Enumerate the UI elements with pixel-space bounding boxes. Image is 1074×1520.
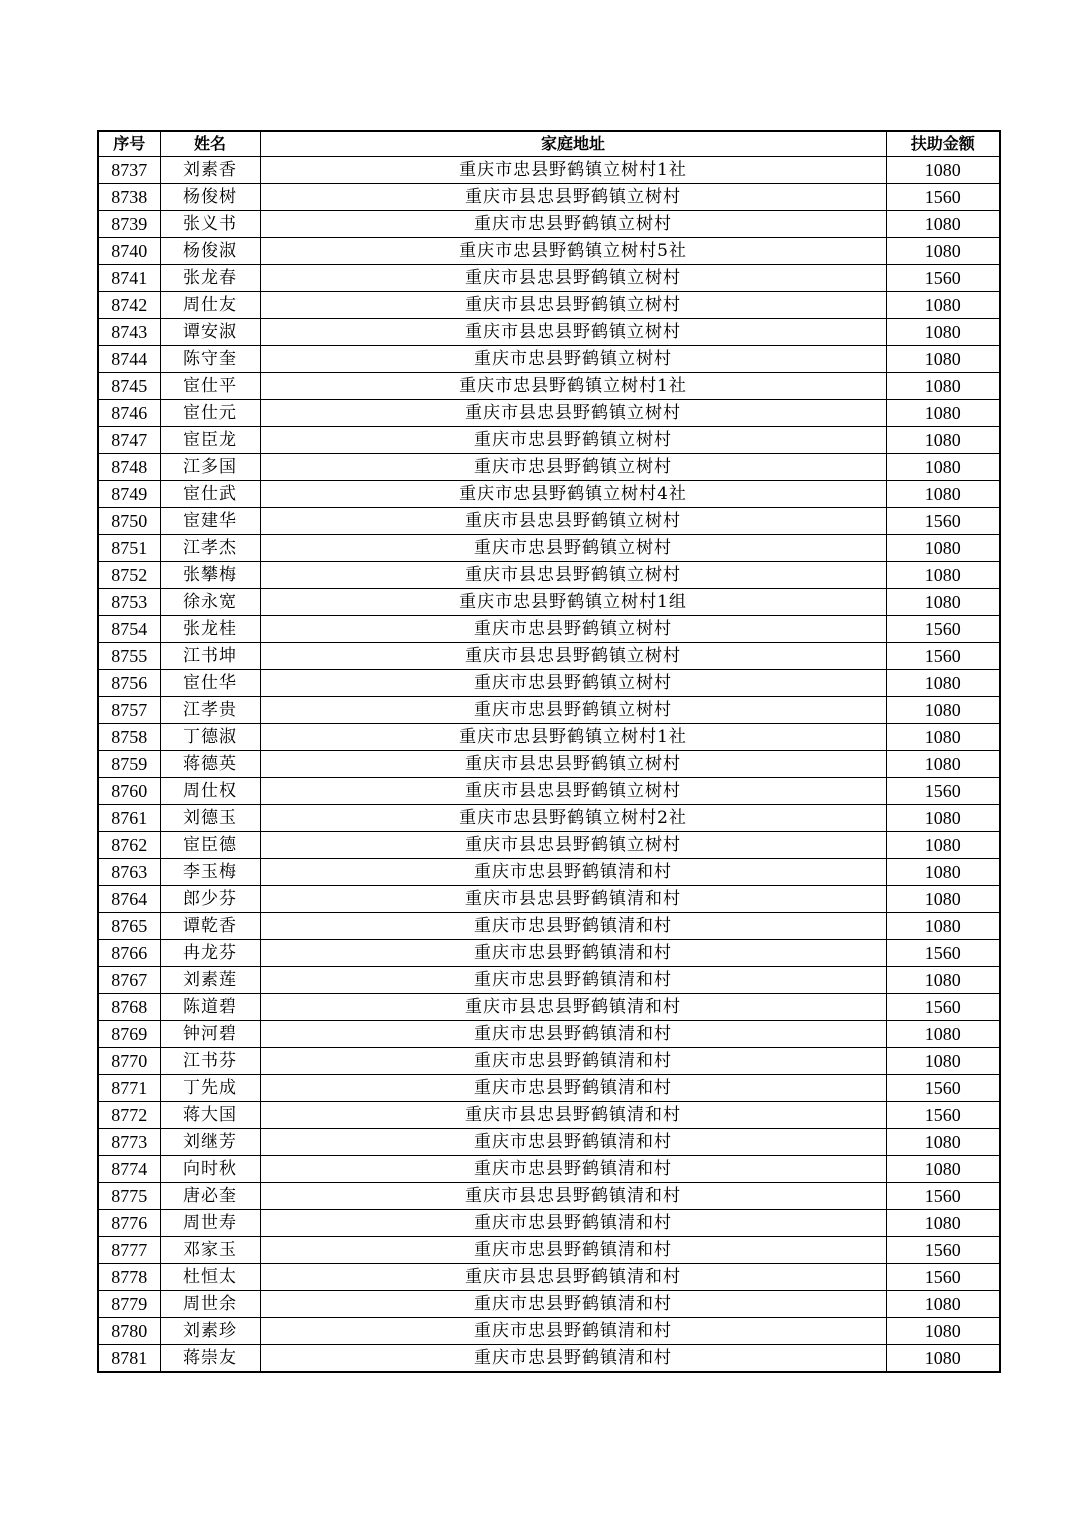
subsidy-amount-cell: 1080 [886,859,1000,886]
table-row [98,400,1000,427]
home-address-cell: 重庆市忠县野鹤镇清和村 [260,1075,886,1102]
serial-number-cell: 8774 [98,1156,160,1183]
table-row [98,1318,1000,1345]
subsidy-amount-cell: 1080 [886,535,1000,562]
home-address-cell: 重庆市忠县野鹤镇立树村2社 [260,805,886,832]
subsidy-amount-cell: 1560 [886,1264,1000,1291]
name-cell: 李玉梅 [160,859,260,886]
serial-number-cell: 8739 [98,211,160,238]
serial-number-cell: 8763 [98,859,160,886]
table-row [98,184,1000,211]
name-cell: 邓家玉 [160,1237,260,1264]
name-cell: 杨俊淑 [160,238,260,265]
name-cell: 陈守奎 [160,346,260,373]
home-address-cell: 重庆市县忠县野鹤镇立树村 [260,643,886,670]
subsidy-amount-cell: 1080 [886,373,1000,400]
name-cell: 张龙桂 [160,616,260,643]
table-row [98,1210,1000,1237]
name-cell: 周世余 [160,1291,260,1318]
serial-number-cell: 8748 [98,454,160,481]
subsidy-amount-cell: 1080 [886,886,1000,913]
serial-number-cell: 8765 [98,913,160,940]
name-cell: 江书坤 [160,643,260,670]
name-cell: 谭乾香 [160,913,260,940]
serial-number-cell: 8776 [98,1210,160,1237]
table-row [98,211,1000,238]
name-cell: 刘素莲 [160,967,260,994]
serial-number-cell: 8778 [98,1264,160,1291]
table-row [98,292,1000,319]
subsidy-amount-cell: 1080 [886,400,1000,427]
subsidy-amount-cell: 1080 [886,697,1000,724]
serial-number-cell: 8755 [98,643,160,670]
subsidy-amount-cell: 1080 [886,724,1000,751]
serial-number-cell: 8749 [98,481,160,508]
header-serial-number: 序号 [98,131,160,157]
name-cell: 丁先成 [160,1075,260,1102]
name-cell: 蒋大国 [160,1102,260,1129]
table-row [98,724,1000,751]
serial-number-cell: 8756 [98,670,160,697]
table-row [98,1075,1000,1102]
serial-number-cell: 8777 [98,1237,160,1264]
table-row [98,1264,1000,1291]
table-row [98,751,1000,778]
home-address-cell: 重庆市县忠县野鹤镇立树村 [260,751,886,778]
subsidy-amount-cell: 1080 [886,346,1000,373]
table-row [98,697,1000,724]
serial-number-cell: 8766 [98,940,160,967]
subsidy-amount-cell: 1080 [886,1345,1000,1373]
name-cell: 宦臣德 [160,832,260,859]
table-row [98,535,1000,562]
table-row [98,508,1000,535]
home-address-cell: 重庆市县忠县野鹤镇立树村 [260,400,886,427]
serial-number-cell: 8752 [98,562,160,589]
subsidy-amount-cell: 1080 [886,589,1000,616]
subsidy-amount-cell: 1560 [886,778,1000,805]
home-address-cell: 重庆市忠县野鹤镇立树村 [260,697,886,724]
home-address-cell: 重庆市县忠县野鹤镇清和村 [260,886,886,913]
table-header [98,131,1000,157]
serial-number-cell: 8761 [98,805,160,832]
name-cell: 冉龙芬 [160,940,260,967]
serial-number-cell: 8753 [98,589,160,616]
name-cell: 徐永宽 [160,589,260,616]
table-row [98,319,1000,346]
table-row [98,805,1000,832]
home-address-cell: 重庆市忠县野鹤镇立树村1社 [260,373,886,400]
subsidy-amount-cell: 1080 [886,238,1000,265]
serial-number-cell: 8781 [98,1345,160,1373]
table-row [98,1048,1000,1075]
name-cell: 蒋崇友 [160,1345,260,1373]
home-address-cell: 重庆市忠县野鹤镇清和村 [260,940,886,967]
subsidy-amount-cell: 1080 [886,481,1000,508]
home-address-cell: 重庆市忠县野鹤镇清和村 [260,1021,886,1048]
home-address-cell: 重庆市忠县野鹤镇立树村 [260,427,886,454]
subsidy-amount-cell: 1560 [886,940,1000,967]
table-row [98,1102,1000,1129]
serial-number-cell: 8757 [98,697,160,724]
serial-number-cell: 8772 [98,1102,160,1129]
table-row [98,1129,1000,1156]
name-cell: 江孝贵 [160,697,260,724]
serial-number-cell: 8768 [98,994,160,1021]
subsidy-amount-cell: 1080 [886,1021,1000,1048]
table-row [98,616,1000,643]
serial-number-cell: 8745 [98,373,160,400]
table-row [98,454,1000,481]
name-cell: 周仕友 [160,292,260,319]
serial-number-cell: 8764 [98,886,160,913]
table-row [98,994,1000,1021]
home-address-cell: 重庆市忠县野鹤镇清和村 [260,1048,886,1075]
subsidy-amount-cell: 1560 [886,1075,1000,1102]
serial-number-cell: 8740 [98,238,160,265]
home-address-cell: 重庆市忠县野鹤镇立树村 [260,670,886,697]
subsidy-amount-cell: 1560 [886,1183,1000,1210]
name-cell: 刘德玉 [160,805,260,832]
subsidy-amount-cell: 1560 [886,994,1000,1021]
name-cell: 丁德淑 [160,724,260,751]
name-cell: 郎少芬 [160,886,260,913]
serial-number-cell: 8741 [98,265,160,292]
home-address-cell: 重庆市忠县野鹤镇清和村 [260,1210,886,1237]
name-cell: 江孝杰 [160,535,260,562]
serial-number-cell: 8754 [98,616,160,643]
subsidy-amount-cell: 1080 [886,319,1000,346]
serial-number-cell: 8737 [98,157,160,184]
subsidy-amount-cell: 1080 [886,805,1000,832]
serial-number-cell: 8769 [98,1021,160,1048]
name-cell: 陈道碧 [160,994,260,1021]
table-row [98,832,1000,859]
table-row [98,1183,1000,1210]
home-address-cell: 重庆市忠县野鹤镇立树村1社 [260,157,886,184]
home-address-cell: 重庆市忠县野鹤镇立树村 [260,454,886,481]
serial-number-cell: 8758 [98,724,160,751]
name-cell: 宦仕华 [160,670,260,697]
subsidy-amount-cell: 1560 [886,265,1000,292]
home-address-cell: 重庆市县忠县野鹤镇立树村 [260,319,886,346]
serial-number-cell: 8780 [98,1318,160,1345]
name-cell: 张攀梅 [160,562,260,589]
subsidy-table [97,130,1001,1373]
subsidy-amount-cell: 1080 [886,967,1000,994]
table-row [98,481,1000,508]
subsidy-amount-cell: 1560 [886,1237,1000,1264]
home-address-cell: 重庆市县忠县野鹤镇立树村 [260,562,886,589]
serial-number-cell: 8759 [98,751,160,778]
table-row [98,913,1000,940]
subsidy-amount-cell: 1080 [886,454,1000,481]
home-address-cell: 重庆市忠县野鹤镇立树村4社 [260,481,886,508]
name-cell: 张义书 [160,211,260,238]
home-address-cell: 重庆市忠县野鹤镇清和村 [260,1318,886,1345]
table-row [98,1021,1000,1048]
name-cell: 江书芬 [160,1048,260,1075]
subsidy-amount-cell: 1080 [886,751,1000,778]
table-row [98,589,1000,616]
name-cell: 刘素香 [160,157,260,184]
subsidy-amount-cell: 1080 [886,562,1000,589]
home-address-cell: 重庆市县忠县野鹤镇立树村 [260,832,886,859]
home-address-cell: 重庆市县忠县野鹤镇清和村 [260,1264,886,1291]
home-address-cell: 重庆市忠县野鹤镇清和村 [260,1345,886,1373]
home-address-cell: 重庆市忠县野鹤镇清和村 [260,859,886,886]
serial-number-cell: 8744 [98,346,160,373]
name-cell: 钟河碧 [160,1021,260,1048]
home-address-cell: 重庆市忠县野鹤镇立树村1社 [260,724,886,751]
serial-number-cell: 8762 [98,832,160,859]
home-address-cell: 重庆市县忠县野鹤镇清和村 [260,994,886,1021]
subsidy-amount-cell: 1080 [886,157,1000,184]
name-cell: 宦仕元 [160,400,260,427]
table-row [98,346,1000,373]
subsidy-amount-cell: 1080 [886,1318,1000,1345]
subsidy-amount-cell: 1080 [886,913,1000,940]
subsidy-amount-cell: 1080 [886,1156,1000,1183]
subsidy-amount-cell: 1080 [886,670,1000,697]
name-cell: 刘素珍 [160,1318,260,1345]
subsidy-amount-cell: 1080 [886,292,1000,319]
name-cell: 杨俊树 [160,184,260,211]
subsidy-amount-cell: 1080 [886,1048,1000,1075]
home-address-cell: 重庆市忠县野鹤镇立树村 [260,535,886,562]
home-address-cell: 重庆市忠县野鹤镇立树村1组 [260,589,886,616]
home-address-cell: 重庆市县忠县野鹤镇清和村 [260,1183,886,1210]
serial-number-cell: 8767 [98,967,160,994]
table-row [98,265,1000,292]
table-row [98,427,1000,454]
header-subsidy-amount: 扶助金额 [886,131,1000,157]
home-address-cell: 重庆市忠县野鹤镇清和村 [260,913,886,940]
subsidy-amount-cell: 1080 [886,211,1000,238]
subsidy-amount-cell: 1560 [886,1102,1000,1129]
header-home-address: 家庭地址 [260,131,886,157]
name-cell: 宦建华 [160,508,260,535]
serial-number-cell: 8775 [98,1183,160,1210]
home-address-cell: 重庆市县忠县野鹤镇清和村 [260,1102,886,1129]
name-cell: 周世寿 [160,1210,260,1237]
subsidy-amount-cell: 1080 [886,1210,1000,1237]
serial-number-cell: 8773 [98,1129,160,1156]
serial-number-cell: 8760 [98,778,160,805]
name-cell: 宦仕平 [160,373,260,400]
serial-number-cell: 8750 [98,508,160,535]
home-address-cell: 重庆市忠县野鹤镇立树村 [260,211,886,238]
table-row [98,778,1000,805]
serial-number-cell: 8738 [98,184,160,211]
subsidy-amount-cell: 1080 [886,1291,1000,1318]
name-cell: 宦臣龙 [160,427,260,454]
table-row [98,238,1000,265]
home-address-cell: 重庆市忠县野鹤镇立树村5社 [260,238,886,265]
table-row [98,670,1000,697]
home-address-cell: 重庆市县忠县野鹤镇立树村 [260,778,886,805]
home-address-cell: 重庆市忠县野鹤镇清和村 [260,1129,886,1156]
table-row [98,1291,1000,1318]
home-address-cell: 重庆市县忠县野鹤镇立树村 [260,184,886,211]
serial-number-cell: 8771 [98,1075,160,1102]
serial-number-cell: 8747 [98,427,160,454]
table-row [98,886,1000,913]
table-row [98,1345,1000,1373]
home-address-cell: 重庆市忠县野鹤镇清和村 [260,967,886,994]
serial-number-cell: 8770 [98,1048,160,1075]
table-row [98,940,1000,967]
header-name: 姓名 [160,131,260,157]
subsidy-amount-cell: 1560 [886,616,1000,643]
home-address-cell: 重庆市县忠县野鹤镇立树村 [260,292,886,319]
subsidy-amount-cell: 1080 [886,832,1000,859]
name-cell: 向时秋 [160,1156,260,1183]
subsidy-amount-cell: 1080 [886,427,1000,454]
table-row [98,157,1000,184]
home-address-cell: 重庆市县忠县野鹤镇立树村 [260,508,886,535]
name-cell: 杜恒太 [160,1264,260,1291]
home-address-cell: 重庆市忠县野鹤镇清和村 [260,1291,886,1318]
table-row [98,1156,1000,1183]
table-row [98,1237,1000,1264]
header-row [98,131,1000,157]
serial-number-cell: 8743 [98,319,160,346]
subsidy-amount-cell: 1080 [886,1129,1000,1156]
table-body [98,157,1000,1373]
subsidy-amount-cell: 1560 [886,643,1000,670]
home-address-cell: 重庆市忠县野鹤镇立树村 [260,346,886,373]
serial-number-cell: 8779 [98,1291,160,1318]
home-address-cell: 重庆市忠县野鹤镇清和村 [260,1156,886,1183]
table-row [98,562,1000,589]
name-cell: 周仕权 [160,778,260,805]
table-row [98,859,1000,886]
subsidy-amount-cell: 1560 [886,184,1000,211]
table-row [98,643,1000,670]
name-cell: 宦仕武 [160,481,260,508]
name-cell: 张龙春 [160,265,260,292]
home-address-cell: 重庆市县忠县野鹤镇立树村 [260,265,886,292]
table-row [98,967,1000,994]
table-row [98,373,1000,400]
serial-number-cell: 8742 [98,292,160,319]
name-cell: 蒋德英 [160,751,260,778]
subsidy-amount-cell: 1560 [886,508,1000,535]
serial-number-cell: 8746 [98,400,160,427]
name-cell: 江多国 [160,454,260,481]
name-cell: 谭安淑 [160,319,260,346]
name-cell: 唐必奎 [160,1183,260,1210]
serial-number-cell: 8751 [98,535,160,562]
home-address-cell: 重庆市忠县野鹤镇立树村 [260,616,886,643]
home-address-cell: 重庆市忠县野鹤镇清和村 [260,1237,886,1264]
name-cell: 刘继芳 [160,1129,260,1156]
